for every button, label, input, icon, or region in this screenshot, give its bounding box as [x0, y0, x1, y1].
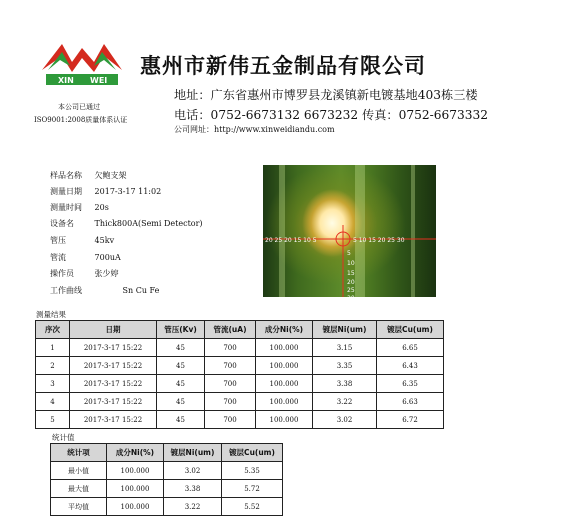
table-row [51, 462, 283, 480]
info-value: 45kv [94, 236, 115, 245]
table-cell: 1 [36, 339, 70, 357]
info-row-operator [50, 268, 119, 279]
table-cell: 100.000 [107, 462, 164, 480]
results-header: 序次 [36, 321, 70, 339]
results-table [35, 320, 444, 429]
info-label: 样品名称 [50, 171, 82, 180]
table-cell: 2017-3-17 15:22 [70, 411, 157, 429]
results-header: 管压(Kv) [157, 321, 205, 339]
company-address: 地址：广东省惠州市博罗县龙溪镇新电镀基地403栋三楼 [174, 88, 478, 102]
info-label: 管压 [50, 236, 66, 245]
table-row [51, 480, 283, 498]
info-label: 测量时间 [50, 203, 82, 212]
info-row-time [50, 202, 109, 213]
table-cell: 6.35 [377, 375, 444, 393]
axis-v-label: 15 [347, 270, 355, 277]
table-cell: 45 [157, 357, 205, 375]
table-cell: 3 [36, 375, 70, 393]
stats-header: 镀层Ni(um) [164, 444, 222, 462]
table-cell: 6.43 [377, 357, 444, 375]
company-website: 公司网址：http://www.xinweidiandu.com [174, 125, 335, 134]
info-row-curve [50, 285, 159, 296]
axis-v-label: 5 [347, 250, 351, 257]
axis-v-label: 20 [347, 279, 355, 286]
table-cell: 3.15 [313, 339, 377, 357]
table-cell: 100.000 [107, 498, 164, 516]
results-header: 日期 [70, 321, 157, 339]
table-cell: 700 [205, 339, 256, 357]
company-contact: 电话：0752-6673132 6673232 传真：0752-6673332 [174, 108, 488, 122]
table-cell: 3.38 [313, 375, 377, 393]
stats-header: 成分Ni(%) [107, 444, 164, 462]
table-cell: 45 [157, 393, 205, 411]
table-cell: 45 [157, 411, 205, 429]
table-cell: 100.000 [256, 357, 313, 375]
info-row-device [50, 218, 203, 229]
table-cell: 2017-3-17 15:22 [70, 357, 157, 375]
results-header: 镀层Ni(um) [313, 321, 377, 339]
table-row [36, 393, 444, 411]
info-value: 欠鲍支架 [94, 171, 127, 180]
info-value: 700uA [94, 253, 121, 262]
stats-caption: 统计值 [52, 433, 75, 442]
info-value: Sn Cu Fe [122, 286, 160, 295]
stats-table [50, 443, 283, 516]
table-cell: 700 [205, 375, 256, 393]
results-header-row [36, 321, 444, 339]
logo-text-right: WEI [90, 76, 108, 85]
stats-header: 镀层Cu(um) [222, 444, 283, 462]
info-label: 设备名 [50, 219, 74, 228]
table-cell: 45 [157, 339, 205, 357]
axis-h-right: 5 10 15 20 25 30 [353, 237, 405, 244]
table-row [36, 411, 444, 429]
table-cell: 4 [36, 393, 70, 411]
table-cell: 平均值 [51, 498, 107, 516]
table-row [51, 498, 283, 516]
table-cell: 5 [36, 411, 70, 429]
certification-line-2: ISO9001:2008质量体系认证 [34, 116, 128, 124]
table-cell: 5.35 [222, 462, 283, 480]
info-value: 20s [94, 203, 109, 212]
certification-line-1: 本公司已通过 [58, 103, 100, 111]
table-row [36, 375, 444, 393]
table-cell: 5.52 [222, 498, 283, 516]
table-cell: 700 [205, 357, 256, 375]
table-cell: 100.000 [256, 393, 313, 411]
logo-red-peaks [42, 44, 122, 72]
info-label: 操作员 [50, 269, 74, 278]
table-cell: 45 [157, 375, 205, 393]
results-header: 管流(uA) [205, 321, 256, 339]
table-cell: 100.000 [107, 480, 164, 498]
info-label: 管流 [50, 253, 66, 262]
table-cell: 6.65 [377, 339, 444, 357]
axis-h-left: 20 25 20 15 10 5 [265, 237, 317, 244]
table-cell: 100.000 [256, 375, 313, 393]
results-caption: 测量结果 [36, 310, 66, 319]
info-value: Thick800A(Semi Detector) [94, 219, 203, 228]
table-cell: 3.35 [313, 357, 377, 375]
crosshair-overlay [263, 165, 436, 302]
info-row-sample [50, 170, 127, 181]
stats-header-row [51, 444, 283, 462]
table-cell: 3.22 [164, 498, 222, 516]
info-row-current [50, 252, 121, 263]
table-row [36, 357, 444, 375]
table-cell: 3.02 [313, 411, 377, 429]
info-row-date [50, 186, 161, 197]
axis-v-label: 30 [347, 295, 355, 302]
axis-v-label: 10 [347, 260, 355, 267]
company-name: 惠州市新伟五金制品有限公司 [140, 54, 426, 78]
table-cell: 2017-3-17 15:22 [70, 393, 157, 411]
sample-micrograph [263, 165, 436, 302]
logo-text-left: XIN [58, 76, 74, 85]
table-cell: 700 [205, 411, 256, 429]
company-logo [40, 40, 124, 92]
info-value: 张少婷 [94, 269, 119, 278]
table-cell: 100.000 [256, 339, 313, 357]
table-cell: 6.63 [377, 393, 444, 411]
table-row [36, 339, 444, 357]
table-cell: 3.22 [313, 393, 377, 411]
info-label: 测量日期 [50, 187, 82, 196]
info-label: 工作曲线 [50, 286, 82, 295]
results-header: 成分Ni(%) [256, 321, 313, 339]
table-cell: 5.72 [222, 480, 283, 498]
table-cell: 2017-3-17 15:22 [70, 339, 157, 357]
table-cell: 3.38 [164, 480, 222, 498]
results-header: 镀层Cu(um) [377, 321, 444, 339]
table-cell: 100.000 [256, 411, 313, 429]
info-value: 2017-3-17 11:02 [94, 187, 162, 196]
table-cell: 3.02 [164, 462, 222, 480]
logo-mark [40, 40, 124, 92]
table-cell: 最大值 [51, 480, 107, 498]
axis-v-label: 25 [347, 287, 355, 294]
table-cell: 2017-3-17 15:22 [70, 375, 157, 393]
table-cell: 最小值 [51, 462, 107, 480]
table-cell: 6.72 [377, 411, 444, 429]
table-cell: 2 [36, 357, 70, 375]
info-row-voltage [50, 235, 114, 246]
table-cell: 700 [205, 393, 256, 411]
stats-header: 统计项 [51, 444, 107, 462]
